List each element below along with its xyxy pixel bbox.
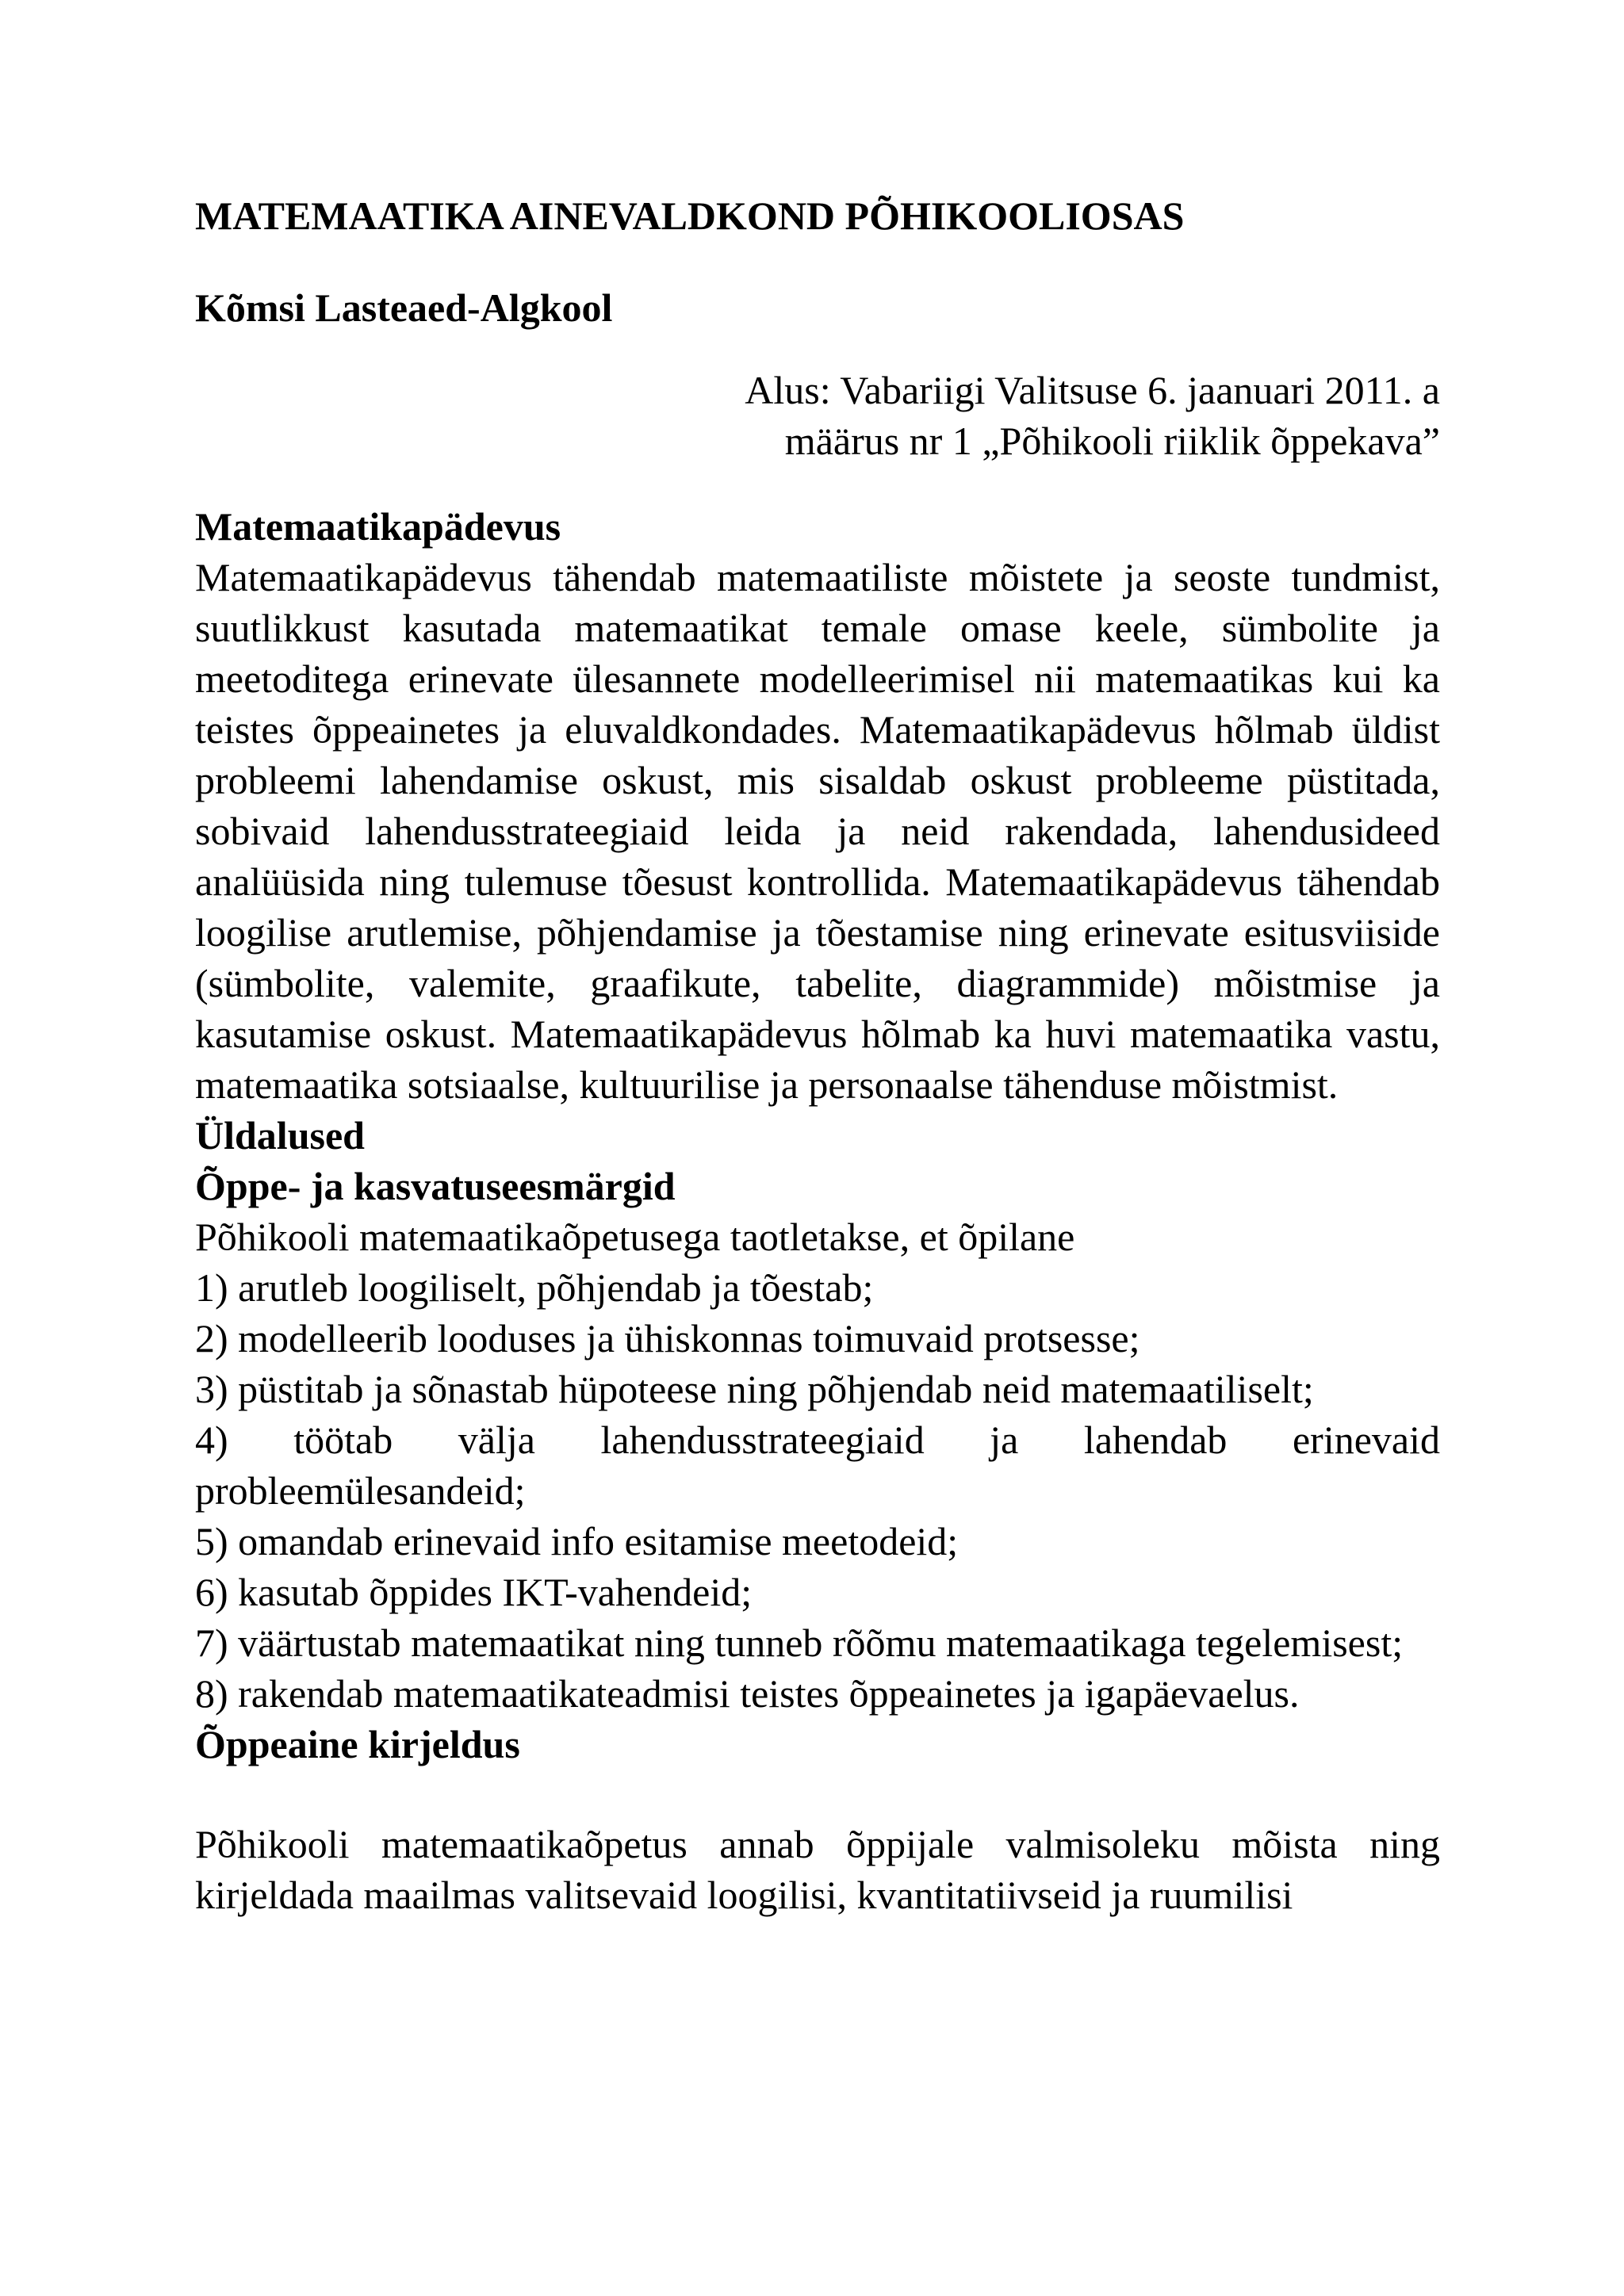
document-title: MATEMAATIKA AINEVALDKOND PÕHIKOOLIOSAS [195,193,1185,238]
goal-item: 2) modelleerib looduses ja ühiskonnas toimuvaid protsesse; [195,1316,1140,1360]
legal-basis-line-1: Alus: Vabariigi Valitsuse 6. jaanuari 2011. a [745,368,1440,412]
heading-general: Üldalused [195,1113,365,1158]
heading-goals: Õppe- ja kasvatuseesmärgid [195,1164,676,1208]
goal-item: 4) töötab välja lahendusstrateegiaid ja lahendab erinevaid probleemülesandeid; [195,1418,1440,1513]
goal-item: 1) arutleb loogiliselt, põhjendab ja tõestab; [195,1265,874,1310]
section-spacer [195,1770,1440,1819]
heading-description: Õppeaine kirjeldus [195,1722,520,1766]
goal-item: 7) väärtustab matemaatikat ning tunneb rõõmu matemaatikaga tegelemisest; [195,1621,1404,1665]
paragraph-competence: Matemaatikapädevus tähendab matemaatiliste mõistete ja seoste tundmist, suutlikkust kasutada matemaatikat temale omase keele, sümbolite ja meetoditega erinevate ülesannete modelleerimisel nii matemaatikas kui ka teistes õppeainetes ja eluvaldkondades. Matemaatikapädevus hõlmab üldist probleemi lahendamise oskust, mis sisaldab oskust probleeme püstitada, sobivaid lahendusstrateegiaid leida ja neid rakendada, lahendusideed analüüsida ning tulemuse tõesust kontrollida. Matemaatikapädevus tähendab loogilise arutlemise, põhjendamise ja tõestamise ning erinevate esitusviiside (sümbolite, valemite, graafikute, tabelite, diagrammide) mõistmise ja kasutamise oskust. Matemaatikapädevus hõlmab ka huvi matemaatika vastu, matemaatika sotsiaalse, kultuurilise ja personaalse tähenduse mõistmist. [195,555,1440,1107]
legal-basis-line-2: määrus nr 1 „Põhikooli riiklik õppekava” [784,419,1440,463]
document-body [195,501,1440,1920]
goals-intro: Põhikooli matemaatikaõpetusega taotletakse, et õpilane [195,1215,1075,1259]
legal-basis [647,365,1440,466]
goal-item: 3) püstitab ja sõnastab hüpoteese ning põhjendab neid matemaatiliselt; [195,1367,1314,1411]
goal-item: 6) kasutab õppides IKT-vahendeid; [195,1570,753,1614]
paragraph-description: Põhikooli matemaatikaõpetus annab õppijale valmisoleku mõista ning kirjeldada maailmas valitsevaid loogilisi, kvantitatiivseid ja ruumilisi [195,1822,1440,1917]
heading-competence: Matemaatikapädevus [195,504,561,549]
school-name: Kõmsi Lasteaed-Algkool [195,285,613,330]
goal-item: 5) omandab erinevaid info esitamise meetodeid; [195,1519,959,1563]
goal-item: 8) rakendab matemaatikateadmisi teistes õppeainetes ja igapäevaelus. [195,1671,1300,1716]
